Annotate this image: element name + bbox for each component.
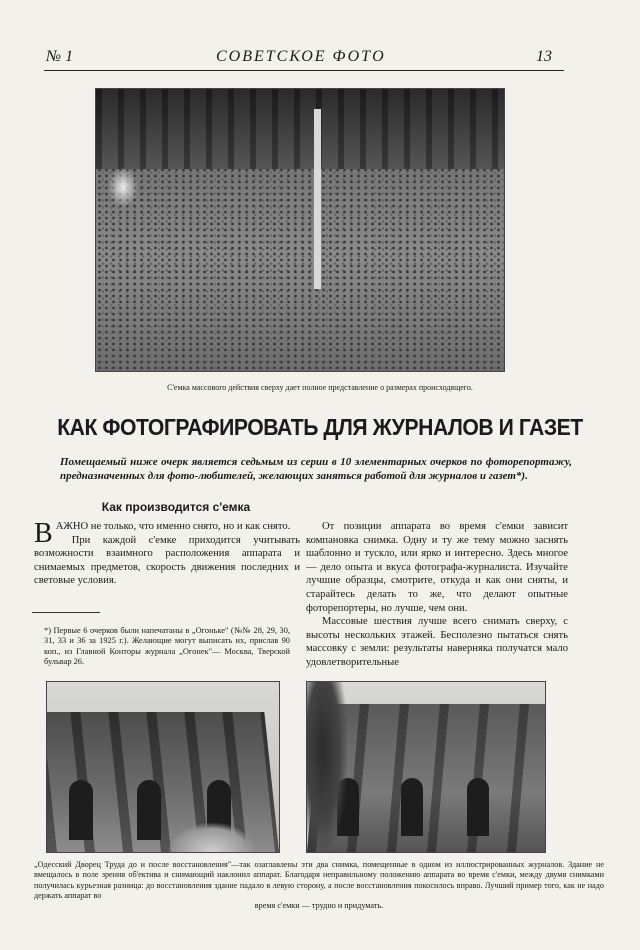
crowd-photo [95,88,505,372]
bottom-caption-main: „Одесский Дворец Труда до и после восстановления"—так озаглавлены эти два снимка, помещенные в одном из иллюстрированных журналов. Здание не вмещалось в поле зрения об'ектива и снимающий наклонил аппарат. Благодаря неправильному положению аппарата во время с'емки, между двумя снимками получилась курьезная разница: до восстановления здание падало в левую сторону, а после восстановления покосилось вправо. Лучший пример того, как не надо держать аппарат во [34,860,604,900]
palace-after-arch-3 [467,778,489,836]
footnote: *) Первые 6 очерков были напечатаны в „Огоньке" (№№ 28, 29, 30, 31, 33 и 36 за 1925 г.). Желающие могут выписать их, прислав 90 коп., из Главной Конторы журнала „Огонек"— Москва, Тверской бульвар 26. [44,626,290,666]
header-rule [44,70,564,71]
journal-title: СОВЕТСКОЕ ФОТО [216,48,386,65]
left-paragraph-1-text: АЖНО не только, что именно снято, но и как снято. [55,521,291,532]
palace-before-photo [46,681,280,853]
drop-cap: В [34,518,53,549]
bottom-photos-caption [34,860,604,911]
right-paragraph-2: Массовые шествия лучше всего снимать сверху, с высоты нескольких этажей. Бесполезно пытаться снять массовку с земли: результаты наверняка получатся мало удовлетворительные [306,616,568,668]
palace-before-arch-2 [137,780,161,840]
article-intro: Помещаемый ниже очерк является седьмым из серии в 10 элементарных очерков по фоторепортажу, предназначенных для фото-любителей, желающих заняться работой для журналов и газет*). [60,456,572,482]
page-number: 13 [536,48,552,65]
photo-fountain [108,167,138,207]
footnote-rule [32,612,100,613]
left-paragraph-2: При каждой с'емке приходится учитывать возможности взаимного расположения аппарата и снимаемых предметов, скорость движения последних и световые условия. [34,534,300,587]
left-column [34,520,300,588]
palace-after-photo [306,681,546,853]
left-paragraph-1 [34,518,300,549]
palace-after-arch-2 [401,778,423,836]
bottom-caption-last-line: время с'емки — трудно и придумать. [254,901,384,911]
right-column [306,520,568,670]
section-title: Как производится с'емка [101,500,251,514]
palace-after-tree [307,682,347,852]
article-title: КАК ФОТОГРАФИРОВАТЬ ДЛЯ ЖУРНАЛОВ И ГАЗЕТ [57,414,583,440]
right-paragraph-1: От позиции аппарата во время с'емки зависит компановка снимка. Одну и ту же тему можно заснять шаблонно и тускло, или ярко и интересно. Здесь многое — дело опыта и вкуса фотографа-журналиста. Изучайте лучшие образцы, смотрите, откуда и как они сняты, и старайтесь делать то же, что делают опытные фоторепортеры, но лучше, чем они. [306,521,568,614]
photo-buildings [96,89,504,169]
top-photo-caption: С'емка массового действия сверху дает полное представление о размерах происходящего. [167,383,473,392]
photo-obelisk [314,109,321,289]
palace-before-arch-1 [69,780,93,840]
palace-before-rubble [167,822,257,852]
issue-number: № 1 [46,48,74,65]
